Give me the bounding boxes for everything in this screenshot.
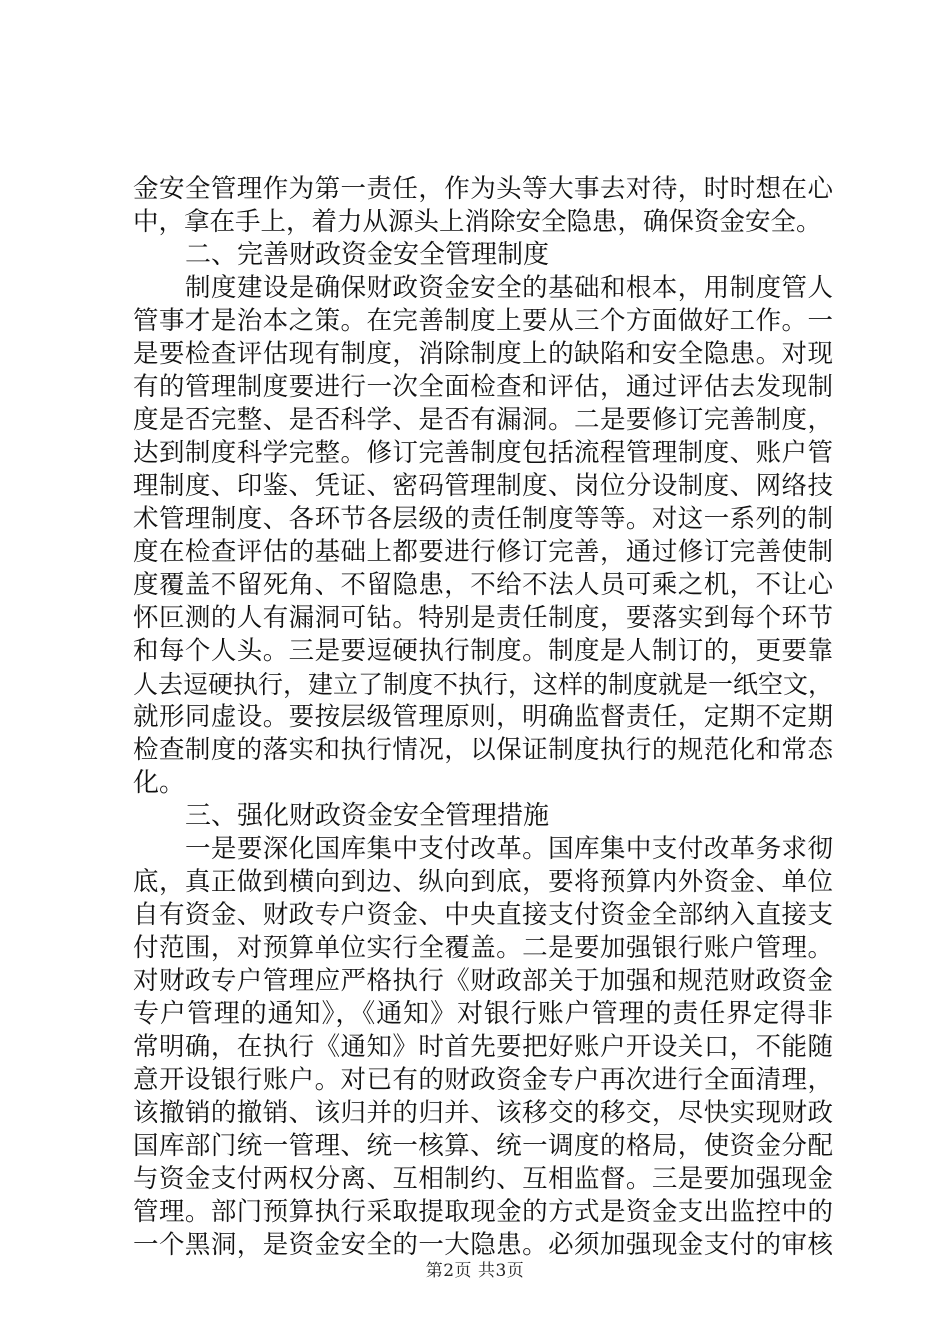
text-line: 管理。部门预算执行采取提取现金的方式是资金支出监控中的 — [133, 1197, 833, 1227]
document-body — [133, 173, 833, 1262]
text-line: 有的管理制度要进行一次全面检查和评估，通过评估去发现制 — [133, 372, 833, 402]
text-line: 该撤销的撤销、该归并的归并、该移交的移交，尽快实现财政 — [133, 1098, 833, 1128]
page-number-footer: 第2页 共3页 — [425, 1261, 525, 1281]
text-line: 怀叵测的人有漏洞可钻。特别是责任制度，要落实到每个环节 — [133, 603, 833, 633]
text-line: 理制度、印鉴、凭证、密码管理制度、岗位分设制度、网络技 — [133, 471, 833, 501]
section-heading: 二、完善财政资金安全管理制度 — [185, 240, 550, 270]
text-line: 是要检查评估现有制度，消除制度上的缺陷和安全隐患。对现 — [133, 339, 833, 369]
text-line: 中，拿在手上，着力从源头上消除安全隐患，确保资金安全。 — [133, 207, 822, 237]
text-line: 达到制度科学完整。修订完善制度包括流程管理制度、账户管 — [133, 438, 833, 468]
text-line: 对财政专户管理应严格执行《财政部关于加强和规范财政资金 — [133, 966, 833, 996]
text-line: 度覆盖不留死角、不留隐患，不给不法人员可乘之机，不让心 — [133, 570, 833, 600]
text-line: 常明确，在执行《通知》时首先要把好账户开设关口，不能随 — [133, 1032, 833, 1062]
text-line: 就形同虚设。要按层级管理原则，明确监督责任，定期不定期 — [133, 702, 833, 732]
text-line: 金安全管理作为第一责任，作为头等大事去对待，时时想在心 — [133, 174, 833, 204]
text-line: 与资金支付两权分离、互相制约、互相监督。三是要加强现金 — [133, 1164, 833, 1194]
text-line: 和每个人头。三是要逗硬执行制度。制度是人制订的，更要靠 — [133, 636, 833, 666]
text-line: 一个黑洞，是资金安全的一大隐患。必须加强现金支付的审核 — [133, 1230, 833, 1260]
text-line: 检查制度的落实和执行情况，以保证制度执行的规范化和常态 — [133, 735, 833, 765]
text-line: 一是要深化国库集中支付改革。国库集中支付改革务求彻 — [185, 834, 833, 864]
section-heading: 三、强化财政资金安全管理措施 — [185, 801, 550, 831]
text-line: 国库部门统一管理、统一核算、统一调度的格局，使资金分配 — [133, 1131, 833, 1161]
text-line: 术管理制度、各环节各层级的责任制度等等。对这一系列的制 — [133, 504, 833, 534]
text-line: 专户管理的通知》，《通知》对银行账户管理的责任界定得非 — [133, 999, 833, 1029]
text-line: 度在检查评估的基础上都要进行修订完善，通过修订完善使制 — [133, 537, 833, 567]
text-line: 自有资金、财政专户资金、中央直接支付资金全部纳入直接支 — [133, 900, 833, 930]
text-line: 付范围，对预算单位实行全覆盖。二是要加强银行账户管理。 — [133, 933, 833, 963]
text-line: 人去逗硬执行，建立了制度不执行，这样的制度就是一纸空文， — [133, 670, 834, 699]
text-line: 管事才是治本之策。在完善制度上要从三个方面做好工作。一 — [133, 306, 833, 336]
text-line: 化。 — [133, 768, 186, 798]
text-line: 底，真正做到横向到边、纵向到底，要将预算内外资金、单位 — [133, 867, 833, 897]
text-line: 意开设银行账户。对已有的财政资金专户再次进行全面清理， — [133, 1065, 833, 1095]
text-line: 制度建设是确保财政资金安全的基础和根本，用制度管人 — [185, 273, 833, 303]
text-line: 度是否完整、是否科学、是否有漏洞。二是要修订完善制度， — [133, 405, 833, 435]
